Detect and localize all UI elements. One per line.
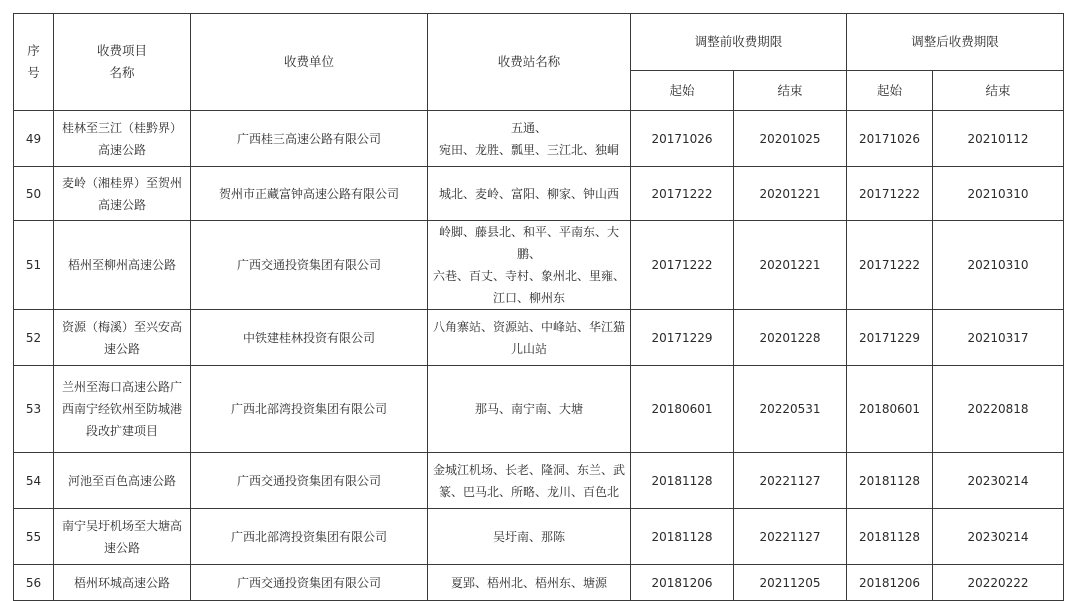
row-number: 49	[14, 111, 54, 167]
row-number: 50	[14, 167, 54, 221]
after-end-date: 20220818	[933, 366, 1064, 453]
project-name: 兰州至海口高速公路广 西南宁经钦州至防城港 段改扩建项目	[54, 366, 191, 453]
station-names: 岭脚、藤县北、和平、平南东、大鹏、 六巷、百丈、寺村、象州北、里雍、 江口、柳州东	[428, 221, 631, 310]
after-start-date: 20171222	[847, 167, 933, 221]
station-names: 城北、麦岭、富阳、柳家、钟山西	[428, 167, 631, 221]
header-before-adjust: 调整前收费期限	[631, 14, 847, 71]
header-row-top	[14, 14, 1064, 71]
after-end-date: 20220222	[933, 565, 1064, 601]
toll-unit: 广西桂三高速公路有限公司	[191, 111, 428, 167]
header-after-adjust: 调整后收费期限	[847, 14, 1064, 71]
after-start-date: 20180601	[847, 366, 933, 453]
header-after-start: 起始	[847, 71, 933, 111]
after-start-date: 20171222	[847, 221, 933, 310]
after-start-date: 20171026	[847, 111, 933, 167]
project-name: 麦岭（湘桂界）至贺州 高速公路	[54, 167, 191, 221]
before-end-date: 20221127	[734, 453, 847, 509]
after-start-date: 20181128	[847, 453, 933, 509]
header-station-name: 收费站名称	[428, 14, 631, 111]
row-number: 52	[14, 310, 54, 366]
table-row	[14, 565, 1064, 601]
row-number: 55	[14, 509, 54, 565]
after-end-date: 20210310	[933, 221, 1064, 310]
row-number: 56	[14, 565, 54, 601]
after-end-date: 20210317	[933, 310, 1064, 366]
header-before-start: 起始	[631, 71, 734, 111]
before-start-date: 20181128	[631, 509, 734, 565]
station-names: 金城江机场、长老、隆洞、东兰、武 篆、巴马北、所略、龙川、百色北	[428, 453, 631, 509]
after-start-date: 20171229	[847, 310, 933, 366]
header-toll-unit: 收费单位	[191, 14, 428, 111]
station-names: 五通、 宛田、龙胜、瓢里、三江北、独峒	[428, 111, 631, 167]
header-before-end: 结束	[734, 71, 847, 111]
after-end-date: 20210310	[933, 167, 1064, 221]
toll-unit: 广西北部湾投资集团有限公司	[191, 366, 428, 453]
before-end-date: 20221127	[734, 509, 847, 565]
before-end-date: 20201228	[734, 310, 847, 366]
toll-unit: 贺州市正藏富钟高速公路有限公司	[191, 167, 428, 221]
project-name: 梧州至柳州高速公路	[54, 221, 191, 310]
station-names: 吴圩南、那陈	[428, 509, 631, 565]
toll-unit: 广西交通投资集团有限公司	[191, 453, 428, 509]
row-number: 54	[14, 453, 54, 509]
before-start-date: 20171222	[631, 167, 734, 221]
before-start-date: 20171222	[631, 221, 734, 310]
before-start-date: 20180601	[631, 366, 734, 453]
row-number: 53	[14, 366, 54, 453]
before-start-date: 20181206	[631, 565, 734, 601]
toll-period-table	[13, 13, 1064, 601]
station-names: 八角寨站、资源站、中峰站、华江猫 儿山站	[428, 310, 631, 366]
table-body	[14, 111, 1064, 601]
before-start-date: 20181128	[631, 453, 734, 509]
after-start-date: 20181128	[847, 509, 933, 565]
toll-unit: 广西北部湾投资集团有限公司	[191, 509, 428, 565]
table-row	[14, 221, 1064, 310]
station-names: 夏郢、梧州北、梧州东、塘源	[428, 565, 631, 601]
after-end-date: 20230214	[933, 509, 1064, 565]
before-start-date: 20171229	[631, 310, 734, 366]
after-end-date: 20230214	[933, 453, 1064, 509]
before-end-date: 20211205	[734, 565, 847, 601]
table-row	[14, 167, 1064, 221]
project-name: 资源（梅溪）至兴安高 速公路	[54, 310, 191, 366]
table-row	[14, 366, 1064, 453]
before-end-date: 20201025	[734, 111, 847, 167]
project-name: 南宁吴圩机场至大塘高 速公路	[54, 509, 191, 565]
station-names: 那马、南宁南、大塘	[428, 366, 631, 453]
after-end-date: 20210112	[933, 111, 1064, 167]
row-number: 51	[14, 221, 54, 310]
table-row	[14, 509, 1064, 565]
toll-unit: 中铁建桂林投资有限公司	[191, 310, 428, 366]
after-start-date: 20181206	[847, 565, 933, 601]
before-end-date: 20201221	[734, 167, 847, 221]
project-name: 桂林至三江（桂黔界） 高速公路	[54, 111, 191, 167]
project-name: 河池至百色高速公路	[54, 453, 191, 509]
header-project-name: 收费项目 名称	[54, 14, 191, 111]
before-end-date: 20201221	[734, 221, 847, 310]
before-start-date: 20171026	[631, 111, 734, 167]
header-after-end: 结束	[933, 71, 1064, 111]
toll-unit: 广西交通投资集团有限公司	[191, 221, 428, 310]
header-seq: 序 号	[14, 14, 54, 111]
table-row	[14, 111, 1064, 167]
table-row	[14, 310, 1064, 366]
before-end-date: 20220531	[734, 366, 847, 453]
project-name: 梧州环城高速公路	[54, 565, 191, 601]
toll-unit: 广西交通投资集团有限公司	[191, 565, 428, 601]
table-row	[14, 453, 1064, 509]
